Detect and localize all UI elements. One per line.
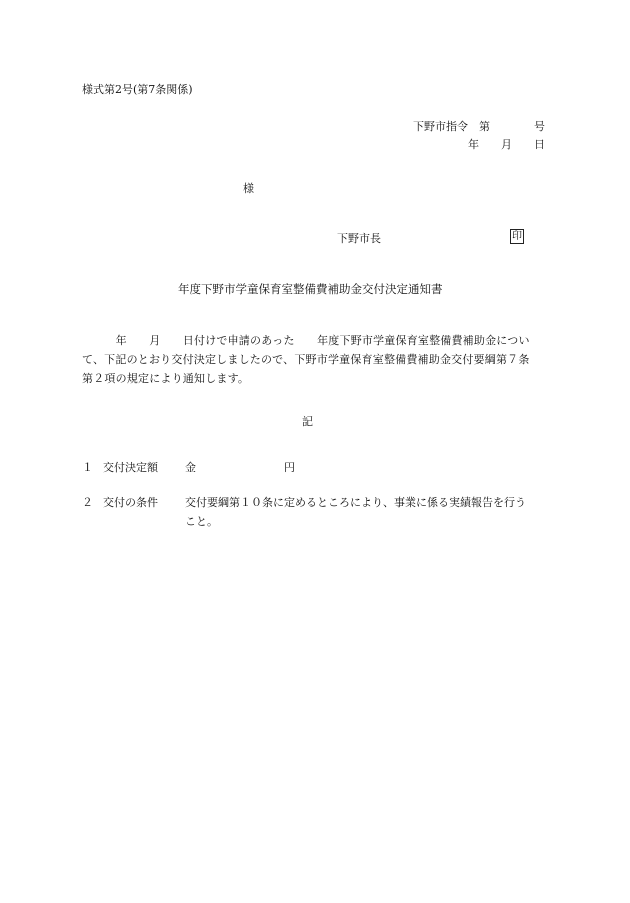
body-line: 年 月 日付けで申請のあった 年度下野市学童保育室整備費補助金につい [82, 334, 530, 347]
seal-stamp: 印 [512, 231, 522, 242]
body-line: て、下記のとおり交付決定しましたので、下野市学童保育室整備費補助金交付要綱第７条 [82, 353, 530, 366]
document-title: 年度下野市学童保育室整備費補助金交付決定通知書 [178, 282, 443, 296]
item-number: １ [82, 461, 93, 474]
form-number: 様式第2号(第7条関係) [82, 83, 193, 96]
ki-heading: 記 [302, 415, 313, 428]
sender-name: 下野市長 [337, 232, 381, 245]
addressee-honorific: 様 [243, 182, 254, 195]
item-content: 交付要綱第１０条に定めるところにより、事業に係る実績報告を行う [185, 496, 526, 509]
item-number: ２ [82, 496, 93, 509]
item-label: 交付の条件 [103, 496, 158, 509]
document-number: 下野市指令 第 号 [413, 120, 545, 133]
issue-date: 年 月 日 [468, 138, 545, 151]
body-line: 第２項の規定により通知します。 [82, 372, 250, 385]
item-content: こと。 [185, 515, 218, 528]
item-content: 金 円 [185, 461, 295, 474]
item-label: 交付決定額 [103, 461, 158, 474]
